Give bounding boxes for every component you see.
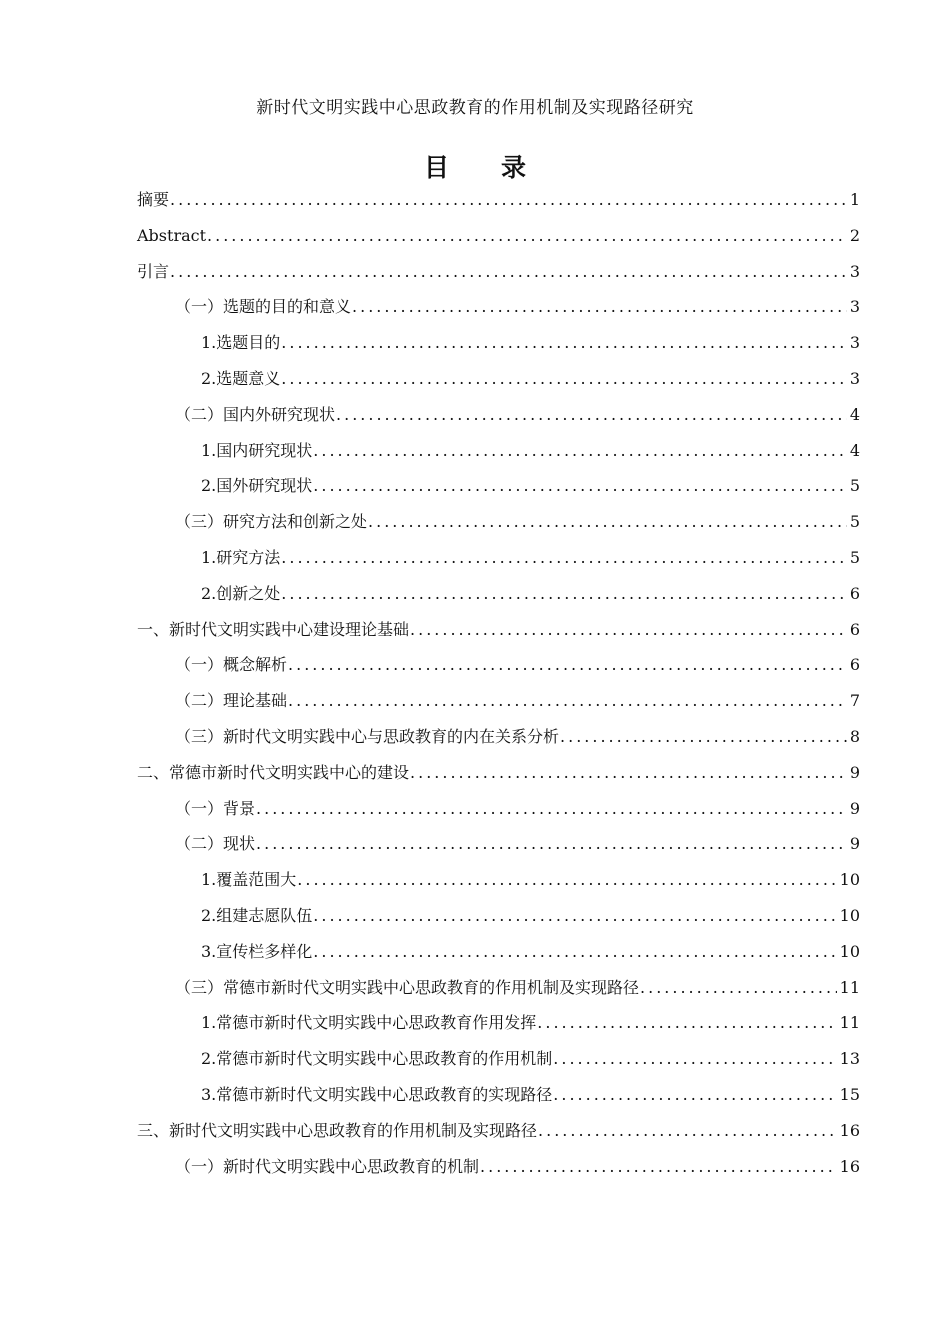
table-of-contents xyxy=(137,182,860,1184)
toc-entry-label: 三、新时代文明实践中心思政教育的作用机制及实现路径 xyxy=(137,1120,538,1140)
toc-leader-dots xyxy=(313,433,847,469)
toc-entry[interactable] xyxy=(137,1041,860,1077)
toc-entry-page: 8 xyxy=(849,726,860,746)
toc-entry-page: 5 xyxy=(849,476,860,496)
toc-entry[interactable] xyxy=(137,1005,860,1041)
toc-entry-label: （二）现状 xyxy=(175,834,256,854)
toc-leader-dots xyxy=(538,1113,837,1149)
toc-entry-page: 2 xyxy=(849,225,860,245)
toc-entry-label: （一）选题的目的和意义 xyxy=(175,297,352,317)
toc-entry[interactable] xyxy=(137,755,860,791)
toc-title-char-1: 目 xyxy=(423,153,449,182)
toc-entry-label: Abstract xyxy=(137,225,207,245)
toc-entry-page: 3 xyxy=(849,368,860,388)
toc-leader-dots xyxy=(256,826,847,862)
toc-leader-dots xyxy=(313,468,847,504)
toc-entry-label: 2.国外研究现状 xyxy=(201,476,313,496)
toc-entry-page: 4 xyxy=(849,440,860,460)
toc-leader-dots xyxy=(297,862,836,898)
toc-leader-dots xyxy=(170,254,847,290)
toc-entry-label: 2.创新之处 xyxy=(201,583,281,603)
toc-entry-label: 引言 xyxy=(137,261,170,281)
toc-entry-label: 1.选题目的 xyxy=(201,333,281,353)
toc-leader-dots xyxy=(288,683,847,719)
toc-entry[interactable] xyxy=(137,433,860,469)
toc-leader-dots xyxy=(281,325,847,361)
toc-entry-page: 6 xyxy=(849,619,860,639)
toc-entry-page: 11 xyxy=(839,977,860,997)
toc-title-char-2: 录 xyxy=(501,153,527,182)
toc-entry[interactable] xyxy=(137,898,860,934)
toc-leader-dots xyxy=(537,1005,836,1041)
running-header: 新时代文明实践中心思政教育的作用机制及实现路径研究 xyxy=(256,98,694,118)
toc-entry[interactable] xyxy=(137,289,860,325)
toc-entry[interactable] xyxy=(137,361,860,397)
toc-entry[interactable] xyxy=(137,218,860,254)
toc-leader-dots xyxy=(368,504,847,540)
toc-entry-page: 4 xyxy=(849,404,860,424)
toc-entry[interactable] xyxy=(137,468,860,504)
toc-entry[interactable] xyxy=(137,612,860,648)
toc-leader-dots xyxy=(281,576,847,612)
toc-leader-dots xyxy=(288,647,847,683)
toc-entry-label: （一）概念解析 xyxy=(175,655,288,675)
toc-title xyxy=(0,148,950,184)
toc-entry-label: 1.国内研究现状 xyxy=(201,440,313,460)
toc-entry-page: 15 xyxy=(839,1084,860,1104)
toc-entry-page: 6 xyxy=(849,655,860,675)
toc-leader-dots xyxy=(553,1041,836,1077)
toc-entry[interactable] xyxy=(137,719,860,755)
toc-leader-dots xyxy=(560,719,847,755)
toc-entry[interactable] xyxy=(137,576,860,612)
toc-leader-dots xyxy=(281,361,847,397)
toc-entry-page: 10 xyxy=(839,905,860,925)
toc-entry-label: 3.常德市新时代文明实践中心思政教育的实现路径 xyxy=(201,1084,553,1104)
toc-entry[interactable] xyxy=(137,934,860,970)
toc-entry-label: （一）新时代文明实践中心思政教育的机制 xyxy=(175,1156,480,1176)
toc-entry[interactable] xyxy=(137,970,860,1006)
toc-leader-dots xyxy=(256,791,847,827)
toc-entry-label: （二）国内外研究现状 xyxy=(175,404,336,424)
toc-entry-page: 9 xyxy=(849,798,860,818)
toc-entry-label: 2.选题意义 xyxy=(201,368,281,388)
toc-leader-dots xyxy=(410,612,847,648)
toc-entry-label: 2.组建志愿队伍 xyxy=(201,905,313,925)
toc-entry[interactable] xyxy=(137,254,860,290)
toc-entry-label: 2.常德市新时代文明实践中心思政教育的作用机制 xyxy=(201,1049,553,1069)
toc-entry-label: （三）新时代文明实践中心与思政教育的内在关系分析 xyxy=(175,726,560,746)
toc-leader-dots xyxy=(410,755,847,791)
toc-entry-label: 摘要 xyxy=(137,190,170,209)
toc-leader-dots xyxy=(313,898,836,934)
toc-entry[interactable] xyxy=(137,791,860,827)
toc-entry-page: 3 xyxy=(849,297,860,317)
toc-entry-label: 二、常德市新时代文明实践中心的建设 xyxy=(137,762,410,782)
toc-entry-label: 1.常德市新时代文明实践中心思政教育作用发挥 xyxy=(201,1013,537,1033)
toc-entry-page: 16 xyxy=(839,1120,860,1140)
toc-entry[interactable] xyxy=(137,826,860,862)
toc-entry-page: 16 xyxy=(839,1156,860,1176)
toc-entry-label: （一）背景 xyxy=(175,798,256,818)
toc-leader-dots xyxy=(336,397,847,433)
toc-leader-dots xyxy=(553,1077,836,1113)
toc-leader-dots xyxy=(313,934,836,970)
toc-entry-page: 13 xyxy=(839,1049,860,1069)
toc-entry[interactable] xyxy=(137,540,860,576)
toc-entry[interactable] xyxy=(137,1113,860,1149)
toc-entry-page: 7 xyxy=(849,691,860,711)
toc-entry-label: 一、新时代文明实践中心建设理论基础 xyxy=(137,619,410,639)
toc-leader-dots xyxy=(480,1149,837,1185)
toc-entry[interactable] xyxy=(137,325,860,361)
toc-entry[interactable] xyxy=(137,683,860,719)
toc-entry-page: 3 xyxy=(849,333,860,353)
toc-entry[interactable] xyxy=(137,647,860,683)
toc-entry-label: 3.宣传栏多样化 xyxy=(201,941,313,961)
toc-entry[interactable] xyxy=(137,1077,860,1113)
toc-entry[interactable] xyxy=(137,397,860,433)
toc-entry-label: （二）理论基础 xyxy=(175,691,288,711)
toc-leader-dots xyxy=(352,289,847,325)
toc-entry-page: 10 xyxy=(839,870,860,890)
toc-entry-page: 5 xyxy=(849,547,860,567)
toc-entry-label: （三）常德市新时代文明实践中心思政教育的作用机制及实现路径 xyxy=(175,977,640,997)
toc-entry[interactable] xyxy=(137,504,860,540)
toc-leader-dots xyxy=(170,182,847,218)
toc-entry-label: （三）研究方法和创新之处 xyxy=(175,512,368,532)
toc-leader-dots xyxy=(207,218,847,254)
toc-entry-label: 1.覆盖范围大 xyxy=(201,870,297,890)
toc-entry[interactable] xyxy=(137,1149,860,1185)
toc-entry[interactable] xyxy=(137,182,860,218)
toc-entry-page: 11 xyxy=(839,1013,860,1033)
toc-entry[interactable] xyxy=(137,862,860,898)
toc-entry-page: 10 xyxy=(839,941,860,961)
toc-entry-page: 9 xyxy=(849,762,860,782)
toc-entry-page: 5 xyxy=(849,512,860,532)
toc-entry-page: 9 xyxy=(849,834,860,854)
toc-entry-page: 3 xyxy=(849,261,860,281)
toc-leader-dots xyxy=(640,970,837,1006)
toc-entry-label: 1.研究方法 xyxy=(201,547,281,567)
toc-entry-page: 6 xyxy=(849,583,860,603)
toc-leader-dots xyxy=(281,540,847,576)
toc-entry-page: 1 xyxy=(849,190,860,209)
